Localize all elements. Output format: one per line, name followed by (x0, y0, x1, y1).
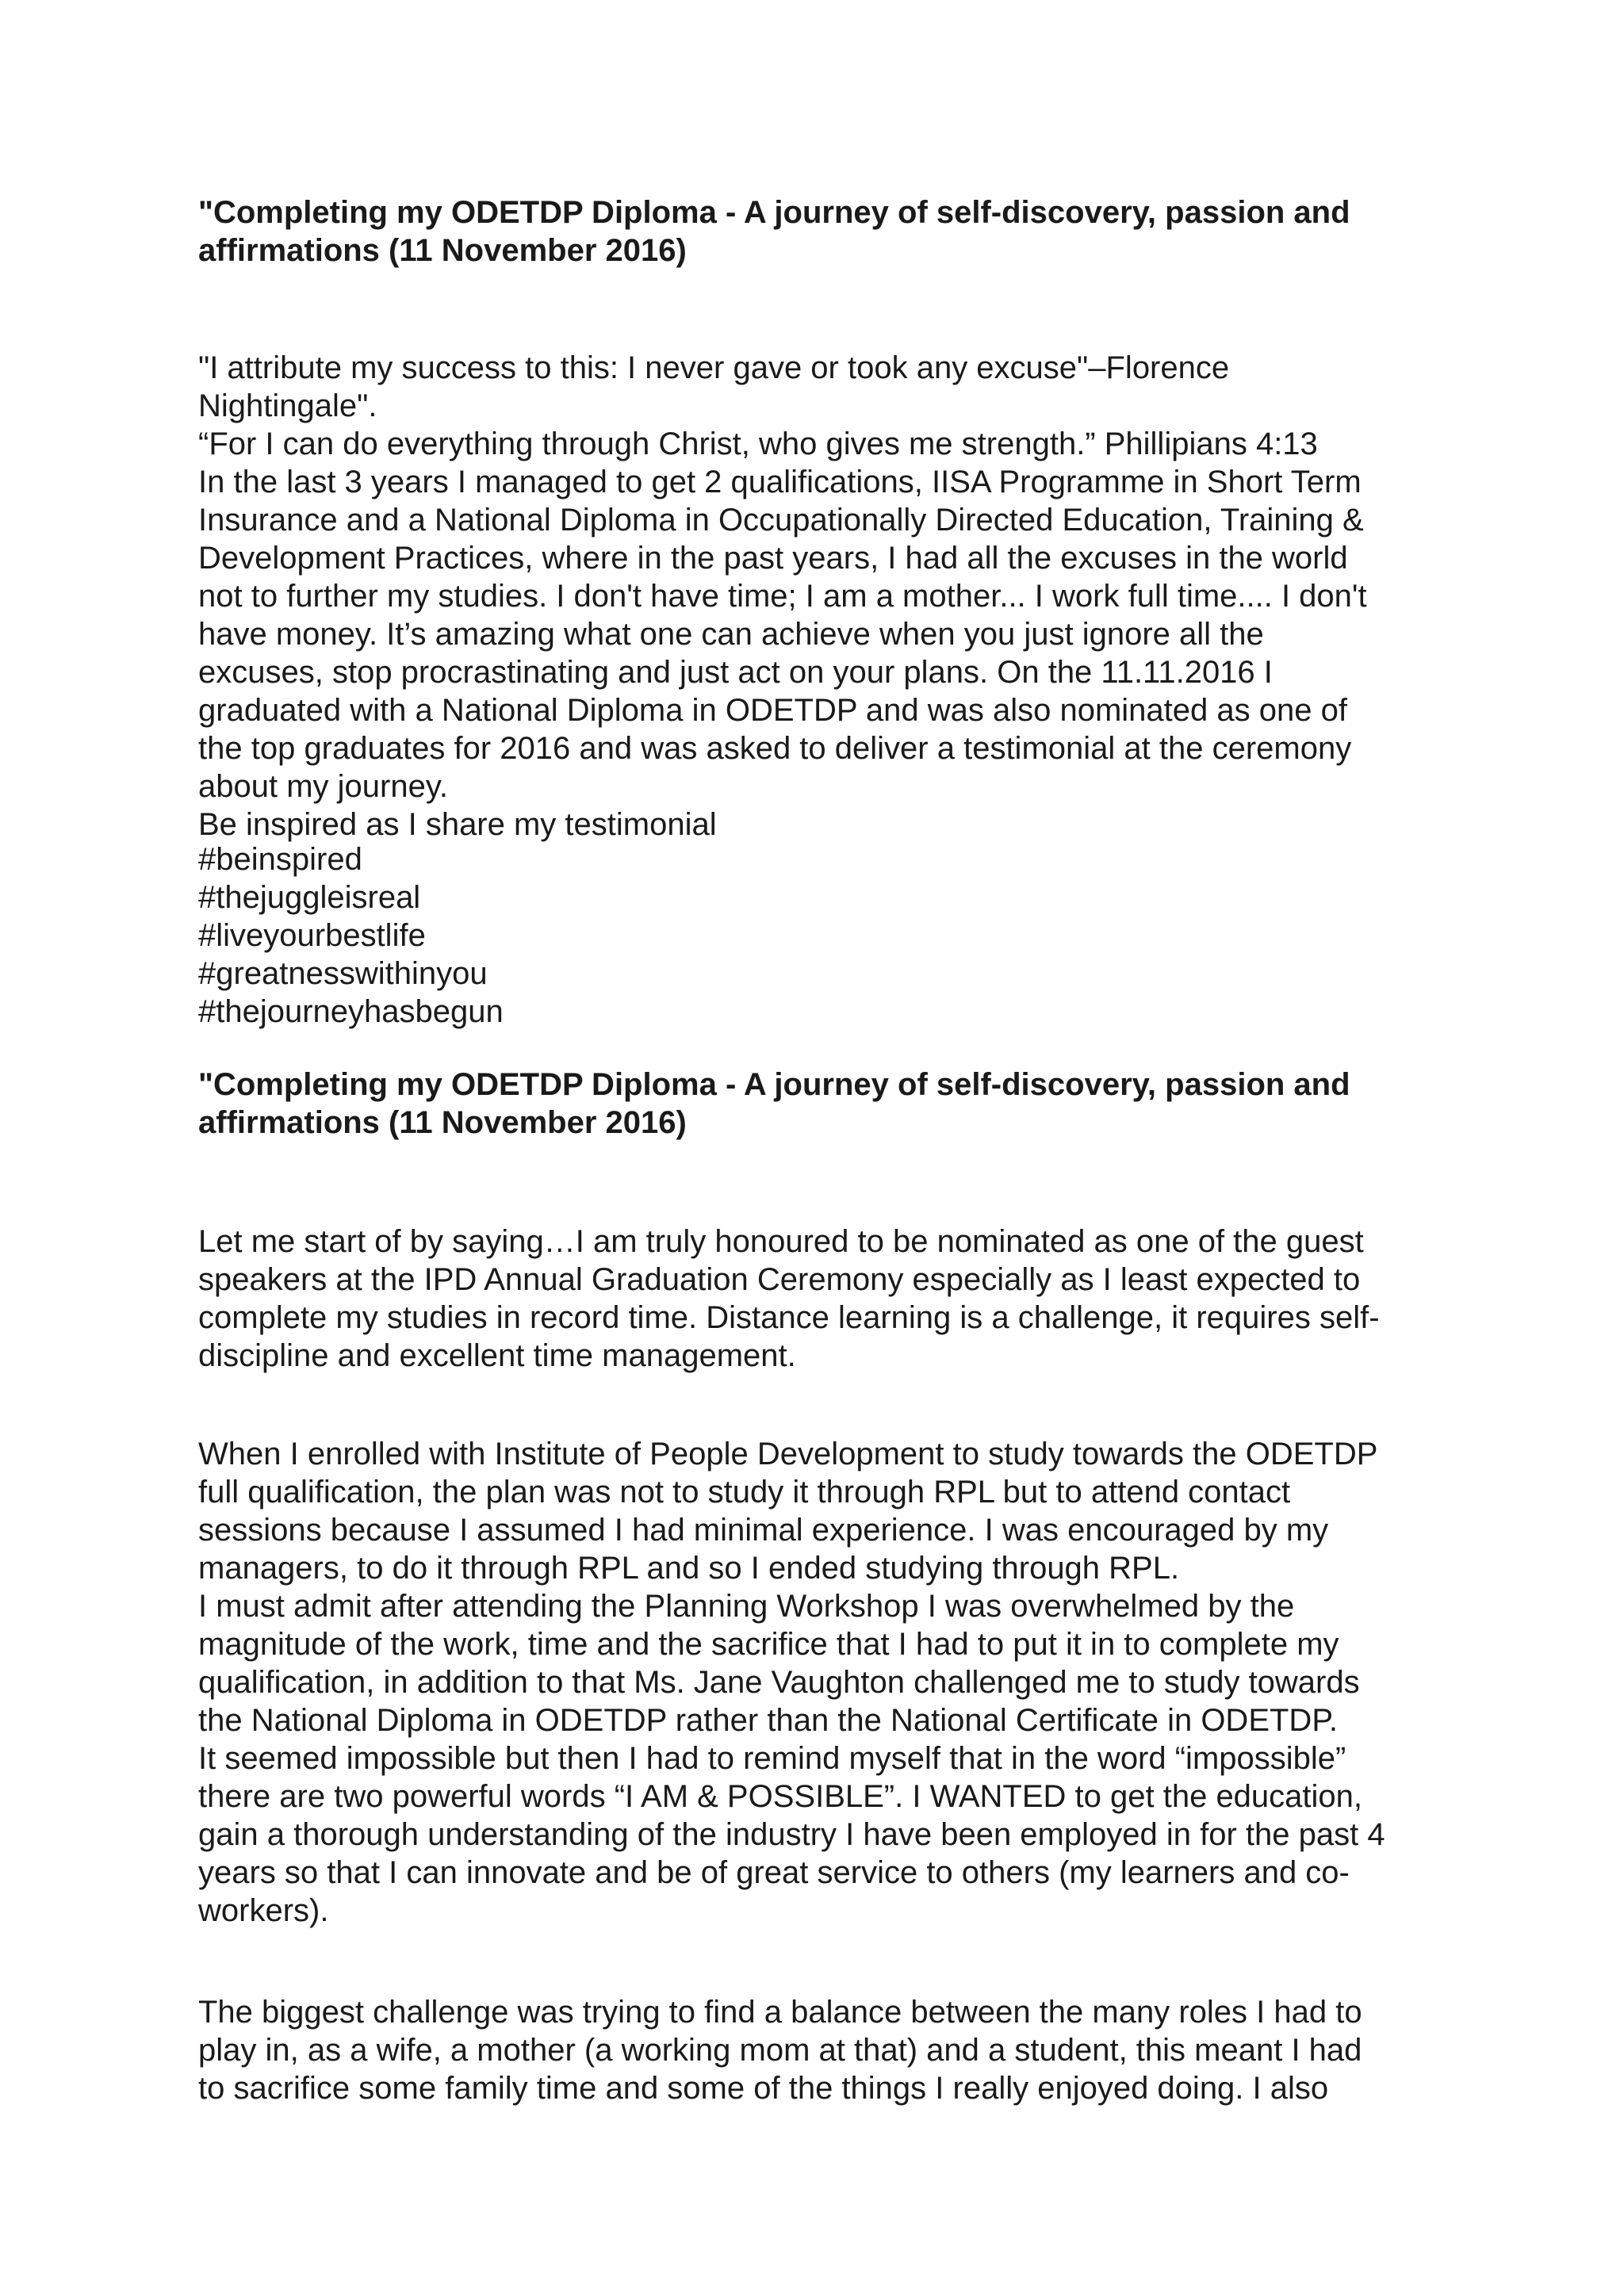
hashtag: #greatnesswithinyou (198, 956, 488, 991)
hashtag: #thejuggleisreal (198, 880, 421, 915)
document-heading: "Completing my ODETDP Diploma - A journey of self-discovery, passion and affirmations (11 November 2016) (198, 195, 1350, 268)
hashtag: #thejourneyhasbegun (198, 994, 504, 1029)
section-heading: "Completing my ODETDP Diploma - A journey of self-discovery, passion and affirmations (11 November 2016) (198, 1067, 1350, 1140)
body-paragraph: Let me start of by saying…I am truly honoured to be nominated as one of the guest speakers at the IPD Annual Graduation Ceremony especially as I least expected to complete my studies in record time. Distance learning is a challenge, it requires self- discipline and excellent time management. (198, 1224, 1380, 1373)
hashtag: #liveyourbestlife (198, 918, 426, 953)
hashtag: #beinspired (198, 842, 362, 877)
hashtag-list (198, 840, 504, 1031)
body-paragraph: The biggest challenge was trying to find a balance between the many roles I had to play in, as a wife, a mother (a working mom at that) and a student, this meant I had to sacrifice some family time and some of the things I really enjoyed doing. I also (198, 1995, 1362, 2106)
body-paragraph: When I enrolled with Institute of People Development to study towards the ODETDP full qualification, the plan was not to study it through RPL but to attend contact sessions because I assumed I had minimal experience. I was encouraged by my managers, to do it through RPL and so I ended studying through RPL. I must admit after attending the Planning Workshop I was overwhelmed by the magnitude of the work, time and the sacrifice that I had to put it in to complete my qualification, in addition to that Ms. Jane Vaughton challenged me to study towards the National Diploma in ODETDP rather than the National Certificate in ODETDP. It seemed impossible but then I had to remind myself that in the word “impossible” there are two powerful words “I AM & POSSIBLE”. I WANTED to get the education, gain a thorough understanding of the industry I have been employed in for the past 4 years so that I can innovate and be of great service to others (my learners and co- workers). (198, 1437, 1385, 1928)
intro-paragraph: "I attribute my success to this: I never gave or took any excuse"–Florence Nightingale". “For I can do everything through Christ, who gives me strength.” Phillipians 4:13 In the last 3 years I managed to get 2 qualifications, IISA Programme in Short Term Insurance and a National Diploma in Occupationally Directed Education, Training & Development Practices, where in the past years, I had all the excuses in the world not to further my studies. I don't have time; I am a mother... I work full time.... I don't have money. It’s amazing what one can achieve when you just ignore all the excuses, stop procrastinating and just act on your plans. On the 11.11.2016 I graduated with a National Diploma in ODETDP and was also nominated as one of the top graduates for 2016 and was asked to deliver a testimonial at the ceremony about my journey. Be inspired as I share my testimonial (198, 350, 1367, 842)
